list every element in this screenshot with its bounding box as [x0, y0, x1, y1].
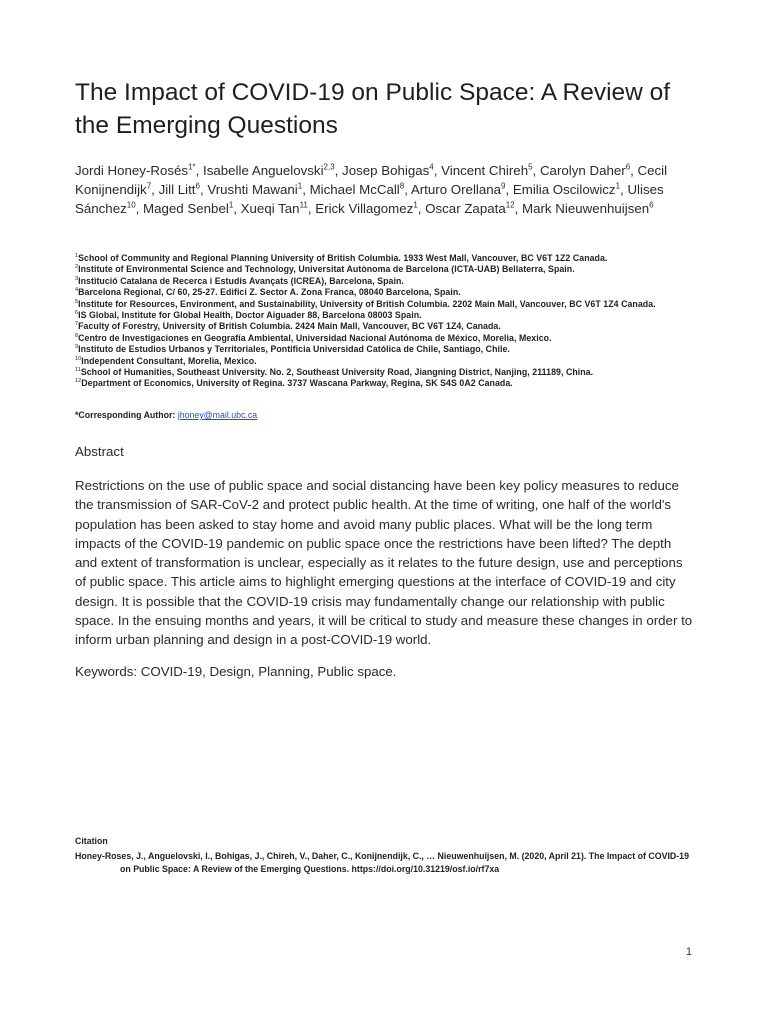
author-affiliation-marker: 11: [299, 200, 308, 210]
author-affiliation-marker: 8: [399, 181, 405, 191]
author-affiliation-marker: 5: [528, 162, 533, 172]
author-name-text: Michael McCall: [309, 182, 400, 198]
author-affiliation-marker: 6: [195, 181, 200, 191]
affiliation-text: Institute of Environmental Science and Technology, Universitat Autònoma de Barcelona (ICTA-UAB) Bellaterra, Spain.: [78, 264, 575, 275]
author-name-text: Jordi Honey-Rosés: [75, 163, 189, 178]
page-number: 1: [685, 946, 692, 958]
affiliation-number: 8: [75, 332, 79, 339]
corresponding-email-link[interactable]: jhoney@mail.ubc.ca: [177, 410, 258, 420]
author-name-text: Mark Nieuwenhuijsen: [522, 201, 650, 217]
author-affiliation-marker: 9: [501, 181, 506, 191]
author-name: [143, 201, 233, 216]
author-affiliation-marker: 1*: [188, 162, 196, 172]
affiliation-number: 7: [75, 321, 79, 328]
affiliation-text: Institució Catalana de Recerca i Estudis Avançats (ICREA), Barcelona, Spain.: [78, 275, 404, 286]
affiliation-text: Department of Economics, University of Regina. 3737 Wascana Parkway, Regina, SK S4S 0A2 Canada.: [81, 378, 513, 389]
author-name-text: Vincent Chireh: [441, 163, 529, 178]
author-name: [441, 163, 532, 178]
affiliation-item: [75, 299, 715, 310]
affiliation-text: Independent Consultant, Morelia, Mexico.: [81, 355, 257, 366]
affiliation-number: 9: [75, 344, 79, 351]
affiliation-item: [75, 344, 715, 355]
affiliation-text: School of Community and Regional Planning University of British Columbia. 1933 West Mall, Vancouver, BC V6T 1Z2 Canada.: [78, 253, 608, 263]
affiliation-item: [75, 367, 715, 378]
affiliation-text: Centro de Investigaciones en Geografía Ambiental, Universidad Nacional Autónoma de México, Morelia, Mexico.: [78, 332, 552, 343]
affiliation-item: [75, 287, 715, 298]
author-affiliation-marker: 1: [297, 181, 303, 191]
author-affiliation-marker: 1: [228, 200, 234, 210]
affiliation-text: Barcelona Regional, C/ 60, 25-27. Edifici Z. Sector A. Zona Franca, 08040 Barcelona, Spain.: [78, 287, 461, 298]
keywords: Keywords: COVID-19, Design, Planning, Public space.: [75, 664, 397, 679]
author-name: [522, 201, 654, 216]
affiliation-item: [75, 253, 715, 264]
affiliation-item: [75, 321, 715, 332]
author-name-text: Isabelle Anguelovski: [203, 163, 324, 178]
author-affiliation-marker: 1: [615, 181, 621, 191]
author-name: [342, 163, 434, 178]
author-list: Jordi Honey-Rosés$^{1*}$, Isabelle Anguelovski$^{2,3}$, Josep Bohigas$^4$, Vincent Chireh$^5$, Carolyn Daher$^6$, Cecil Konijnendijk$^7$, Jill Litt$^6$, Vrushti Mawani$^1$, Michael McCall$^8$, Arturo Orellana$^9$, Emilia Oscilowicz$^1$, Ulises Sánchez$^{10}$, Maged Senbel$^1$, Xueqi Tan$^{11}$, Erick Villagomez$^1$, Oscar Zapata$^{12}$, Mark Nieuwenhuijsen$^6$: [75, 162, 668, 217]
affiliation-item: [75, 310, 715, 321]
affiliation-number: 4: [75, 287, 79, 294]
author-name: [159, 182, 200, 197]
author-name-text: Xueqi Tan: [240, 201, 300, 217]
affiliation-number: 3: [75, 275, 79, 282]
citation-text: Honey-Roses, J., Anguelovski, I., Bohigas, J., Chireh, V., Daher, C., Konijnendijk, C., … Nieuwenhuijsen, M. (2020, April 21). The Impact of COVID-19 on Public Space: A Review of the Emerging Questions. https://doi.org/10.31219/osf.io/rf7xa: [75, 851, 689, 874]
affiliation-number: 6: [75, 310, 79, 317]
author-name: [411, 182, 506, 197]
affiliation-text: Instituto de Estudios Urbanos y Territoriales, Pontificia Universidad Católica de Chile, Santiago, Chile.: [78, 344, 510, 355]
author-name-text: Ulises Sánchez: [75, 182, 664, 217]
author-name: [241, 201, 308, 216]
author-name-text: Vrushti Mawani: [207, 182, 298, 198]
affiliation-text: Faculty of Forestry, University of British Columbia. 2424 Main Mall, Vancouver, BC V6T 1Z4, Canada.: [78, 321, 501, 332]
affiliation-item: [75, 264, 715, 275]
abstract-text: Restrictions on the use of public space and social distancing have been key policy measures to reduce the transmission of SAR-CoV-2 and protect public health. At the time of writing, one half of the world's population has been asked to stay home and avoid many public places. What will be the long term impacts of the COVID-19 pandemic on public space once the restrictions have been lifted? The depth and extent of transformation is unclear, especially as it relates to the future design, use and perceptions of public space. This article aims to highlight emerging questions at the interface of COVID-19 and city design. It is possible that the COVID-19 crisis may fundamentally change our relationship with public space. In the ensuing months and years, it will be critical to study and measure these changes in order to inform urban planning and design in a post-COVID-19 world.: [75, 478, 693, 648]
paper-title: The Impact of COVID-19 on Public Space: A Review of the Emerging Questions: [75, 79, 671, 139]
author-name-text: Josep Bohigas: [342, 163, 430, 178]
author-name-text: Emilia Oscilowicz: [512, 182, 616, 198]
author-name-text: Carolyn Daher: [539, 163, 626, 178]
author-affiliation-marker: 2,3: [323, 162, 335, 172]
affiliation-number: 12: [75, 378, 82, 385]
author-name-text: Erick Villagomez: [315, 201, 414, 217]
author-name-text: Arturo Orellana: [410, 182, 502, 198]
affiliation-list: [75, 253, 715, 390]
citation-heading: Citation: [75, 836, 108, 846]
affiliation-item: [75, 333, 715, 344]
affiliation-text: IS Global, Institute for Global Health, Doctor Aiguader 88, Barcelona 08003 Spain.: [78, 310, 422, 321]
author-affiliation-marker: 7: [146, 181, 152, 191]
author-name: [315, 201, 418, 216]
author-name: [540, 163, 630, 178]
author-affiliation-marker: 10: [126, 200, 136, 210]
author-name: [513, 182, 620, 197]
affiliation-item: [75, 378, 715, 389]
affiliation-text: School of Humanities, Southeast University. No. 2, Southeast University Road, Jiangning District, Nanjing, 211189, China.: [80, 367, 594, 378]
author-name: [425, 201, 514, 216]
author-affiliation-marker: 12: [505, 200, 515, 210]
author-name-text: Jill Litt: [158, 182, 196, 198]
author-affiliation-marker: 4: [429, 162, 434, 172]
affiliation-number: 2: [75, 264, 79, 271]
author-name: [310, 182, 405, 197]
author-name: [207, 182, 302, 197]
affiliation-number: 11: [75, 367, 81, 374]
affiliation-number: 10: [75, 355, 82, 362]
author-affiliation-marker: 1: [413, 200, 418, 210]
affiliation-item: [75, 356, 715, 367]
affiliation-item: [75, 276, 715, 287]
author-name-text: Oscar Zapata: [425, 201, 506, 217]
abstract-heading: Abstract: [75, 444, 124, 459]
author-name: [203, 163, 335, 178]
author-name: [75, 163, 196, 178]
corresponding-label: *Corresponding Author:: [75, 410, 176, 420]
affiliation-number: 5: [75, 298, 79, 305]
author-affiliation-marker: 6: [649, 200, 654, 210]
affiliation-number: 1: [75, 253, 79, 260]
affiliation-text: Institute for Resources, Environment, and Sustainability, University of British Columbia. 2202 Main Mall, Vancouver, BC V6T 1Z4 Canada.: [78, 298, 656, 309]
corresponding-author: [75, 410, 695, 420]
author-name-text: Cecil Konijnendijk: [75, 163, 668, 198]
author-name-text: Maged Senbel: [143, 201, 229, 217]
author-affiliation-marker: 6: [625, 162, 631, 172]
